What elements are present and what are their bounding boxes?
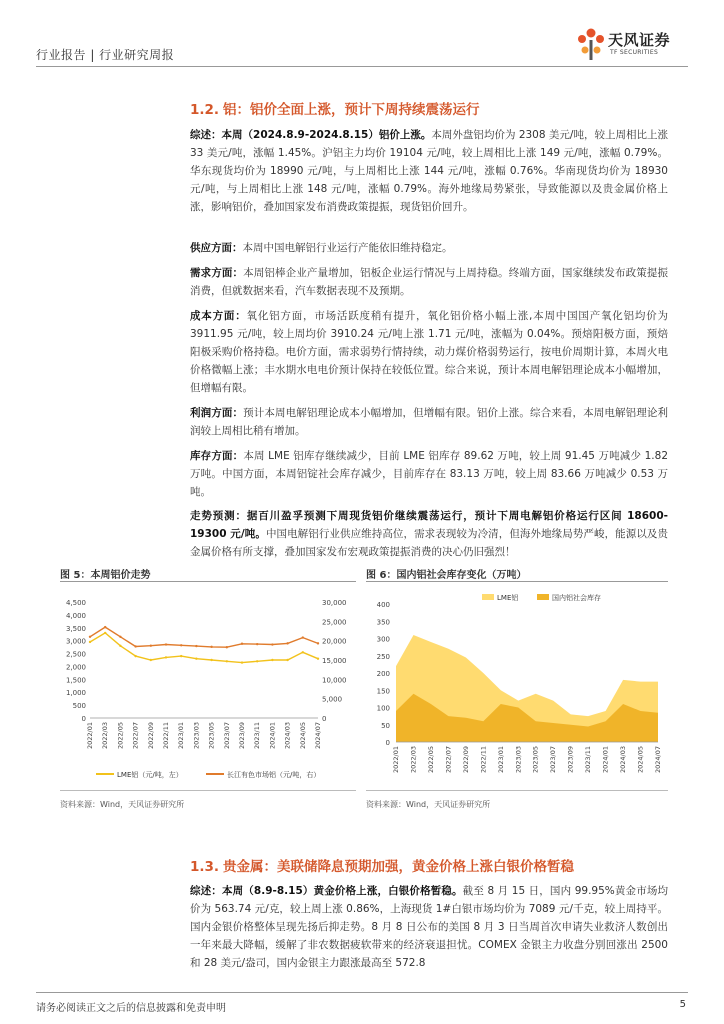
data-point [89, 641, 91, 643]
forecast-label: 走势预测：据百川盈孚预测下周现货铝价继续震荡运行，预计下周电解铝价格运行区间 18600-19300 元/吨。 [190, 510, 668, 540]
y-right-tick-label: 25,000 [322, 618, 347, 627]
figure5-title: 图 5：本周铝价走势 [60, 570, 151, 581]
y-right-tick-label: 10,000 [322, 676, 347, 685]
x-tick-label: 2022/05 [116, 722, 125, 750]
summary-label: 综述：本周（8.9-8.15）黄金价格上涨，白银价格暂稳。 [190, 885, 463, 897]
data-point [210, 646, 212, 648]
x-tick-label: 2022/05 [426, 746, 435, 774]
section-heading-aluminum [190, 98, 480, 118]
figure5-bottom-rule [60, 790, 356, 791]
supply-paragraph [190, 239, 668, 257]
x-tick-label: 2024/01 [268, 722, 277, 750]
data-point [150, 659, 152, 661]
data-point [271, 643, 273, 645]
data-point [104, 632, 106, 634]
page-number: 5 [679, 999, 686, 1010]
demand-paragraph [190, 264, 668, 300]
y-left-tick-label: 3,000 [65, 637, 86, 646]
section-title: 铝：铝价全面上涨，预计下周持续震荡运行 [223, 102, 480, 118]
data-point [119, 645, 121, 647]
summary-label: 综述：本周（2024.8.9-2024.8.15）铝价上涨。 [190, 129, 432, 141]
data-point [271, 659, 273, 661]
x-tick-label: 2023/01 [496, 746, 505, 774]
y-tick-label: 300 [376, 635, 390, 644]
x-tick-label: 2023/09 [566, 746, 575, 774]
x-tick-label: 2023/09 [238, 722, 246, 750]
x-tick-label: 2022/07 [444, 746, 453, 774]
data-point [256, 643, 258, 645]
x-tick-label: 2023/03 [192, 722, 201, 750]
supply-label: 供应方面： [190, 242, 243, 254]
data-point [180, 644, 182, 646]
summary-body: 截至 8 月 15 日，国内 99.95%黄金市场均价为 563.74 元/克，较上周上涨 0.86%，上海现货 1#白银市场均价为 7089 元/千克，较上周持平。国内金银价格整体呈现先扬后抑走势。8 月 8 日公布的美国 8 月 3 日当周首次申请失业救济人数创出一年来最大降幅，缓解了非农数据疲软带来的经济衰退担忧。COMEX 金银主力收盘分别回涨出 2500 和 28 美元/盎司，国内金银主力跟涨最高至 572.8 [190, 885, 668, 969]
y-left-tick-label: 0 [81, 715, 86, 723]
y-tick-label: 150 [376, 687, 390, 696]
data-point [226, 660, 228, 662]
legend-swatch-lme [482, 594, 494, 600]
y-left-tick-label: 1,500 [65, 676, 86, 685]
section-title: 贵金属：美联储降息预期加强，黄金价格上涨白银价格暂稳 [223, 859, 575, 875]
y-left-tick-label: 4,000 [65, 611, 86, 620]
section-number: 1.2. [190, 102, 220, 118]
x-tick-label: 2022/01 [86, 722, 94, 750]
figure5-source: 资料来源：Wind，天风证券研究所 [60, 800, 185, 809]
x-tick-label: 2024/05 [636, 746, 645, 774]
logo-english-text: TF SECURITIES [610, 49, 659, 56]
y-tick-label: 100 [376, 704, 390, 713]
demand-body: 本周铝棒企业产量增加，铝板企业运行情况与上周持稳。终端方面，国家继续发布政策提振消费，但就数据来看，汽车数据表现不及预期。 [190, 267, 668, 297]
y-tick-label: 400 [376, 601, 390, 609]
y-tick-label: 250 [376, 652, 390, 661]
section-heading-precious-metals [190, 855, 574, 875]
data-point [256, 660, 258, 662]
figure6-source: 资料来源：Wind，天风证券研究所 [366, 800, 491, 809]
y-tick-label: 50 [381, 721, 390, 730]
data-point [286, 659, 288, 661]
figure5-line-chart [56, 588, 356, 786]
y-left-tick-label: 500 [72, 702, 86, 711]
summary-body: 本周外盘铝均价为 2308 美元/吨，较上周相比上涨 33 美元/吨，涨幅 1.45%。沪铝主力均价 19104 元/吨，较上周相比上涨 149 元/吨，涨幅 0.79%。华东现货均价为 18990 元/吨，与上周相比上涨 144 元/吨，涨幅 0.76%。华南现货均价为 18930 元/吨，与上周相比上涨 148 元/吨，涨幅 0.79%。海外地缘局势紧张，导致能源以及贵金属价格上涨，影响铝价，叠加国家发布消费政策提振，现货铝价回升。 [190, 129, 669, 213]
x-tick-label: 2023/05 [207, 722, 216, 750]
y-left-tick-label: 3,500 [65, 624, 86, 633]
profit-paragraph [190, 404, 668, 440]
x-tick-label: 2023/01 [177, 722, 186, 750]
x-tick-label: 2022/09 [146, 722, 155, 750]
y-tick-label: 350 [376, 618, 390, 627]
data-point [165, 643, 167, 645]
forecast-paragraph [190, 507, 668, 561]
y-right-tick-label: 20,000 [322, 637, 347, 646]
x-tick-label: 2023/07 [222, 722, 231, 750]
data-point [134, 655, 136, 657]
x-tick-label: 2023/11 [584, 746, 593, 774]
x-tick-label: 2022/01 [392, 746, 400, 774]
logo-flower-icon [574, 26, 608, 62]
x-tick-label: 2022/03 [101, 722, 110, 750]
data-point [89, 636, 91, 638]
data-point [241, 643, 243, 645]
legend-label-lme: LME铝（元/吨，左） [117, 771, 183, 779]
data-point [302, 651, 304, 653]
data-point [317, 642, 319, 644]
x-tick-label: 2024/07 [314, 722, 322, 750]
x-tick-label: 2024/07 [654, 746, 662, 774]
report-type-title: 行业报告 | 行业研究周报 [36, 48, 175, 62]
x-tick-label: 2022/11 [479, 746, 488, 774]
inventory-paragraph [190, 447, 668, 501]
y-left-tick-label: 2,500 [65, 650, 86, 659]
cost-paragraph [190, 307, 668, 397]
aluminum-summary-paragraph [190, 126, 668, 216]
company-logo [574, 26, 684, 62]
cost-body: 氧化铝方面，市场活跃度稍有提升，氧化铝价格小幅上涨,本周中国国产氧化铝均价为 3911.95 元/吨，较上周均价 3910.24 元/吨上涨 1.71 元/吨，涨幅为 0.04%。预焙阳极方面，预焙阳极采购价格持稳。电价方面，需求弱势行情持续，动力煤价格弱势运行，按电价周期计算，本周火电价格微幅上涨；丰水期水电电价预计保持在较低位置。综合来说，预计本周电解铝理论成本小幅增加，但增幅有限。 [190, 310, 669, 394]
legend-swatch-domestic [537, 594, 549, 600]
logo-chinese-text: 天风证券 [608, 31, 671, 49]
data-point [195, 645, 197, 647]
x-tick-label: 2022/11 [162, 722, 170, 750]
series-line-lme-aluminum [90, 633, 318, 663]
data-point [104, 626, 106, 628]
y-right-tick-label: 5,000 [322, 695, 343, 704]
x-tick-label: 2023/03 [514, 746, 523, 774]
legend-label-changjiang: 长江有色市场铝（元/吨，右） [227, 771, 321, 779]
y-left-tick-label: 1,000 [65, 689, 86, 698]
figure6-top-rule [366, 581, 668, 582]
x-tick-label: 2023/07 [549, 746, 558, 774]
x-tick-label: 2024/03 [283, 722, 292, 750]
data-point [150, 644, 152, 646]
x-tick-label: 2024/01 [601, 746, 610, 774]
figure6-title: 图 6：国内铝社会库存变化（万吨） [366, 570, 527, 581]
forecast-body: 中国电解铝行业供应维持高位，需求表现较为冷清，但海外地缘局势严峻，能源以及贵金属价格有所支撑，叠加国家发布宏观政策提振消费的决心仍旧强烈！ [190, 528, 668, 558]
header-divider [36, 66, 688, 67]
data-point [165, 656, 167, 658]
data-point [210, 659, 212, 661]
figure6-area-chart [362, 588, 668, 786]
cost-label: 成本方面： [190, 310, 247, 322]
data-point [195, 658, 197, 660]
supply-body: 本周中国电解铝行业运行产能依旧维持稳定。 [242, 242, 453, 254]
section-number: 1.3. [190, 859, 220, 875]
y-left-tick-label: 2,000 [65, 663, 86, 672]
figure6-bottom-rule [366, 790, 668, 791]
y-right-tick-label: 0 [322, 715, 327, 723]
inventory-body: 本周 LME 铝库存继续减少，目前 LME 铝库存 89.62 万吨，较上周 91.45 万吨减少 1.82 万吨。中国方面，本周铝锭社会库存减少，目前库存在 83.13 万吨，较上周 83.66 万吨减少 0.53 万吨。 [190, 450, 669, 498]
y-tick-label: 200 [376, 670, 390, 678]
y-right-tick-label: 30,000 [322, 599, 347, 607]
precious-summary-paragraph [190, 882, 668, 972]
disclaimer-note: 请务必阅读正文之后的信息披露和免责申明 [36, 1003, 226, 1014]
data-point [119, 636, 121, 638]
footer-divider [36, 992, 688, 993]
inventory-label: 库存方面： [190, 450, 244, 462]
demand-label: 需求方面： [190, 267, 244, 279]
data-point [317, 658, 319, 660]
y-left-tick-label: 4,500 [65, 599, 86, 607]
x-tick-label: 2023/11 [253, 722, 262, 750]
series-line-changjiang-aluminum [90, 627, 318, 647]
x-tick-label: 2022/07 [131, 722, 140, 750]
data-point [134, 645, 136, 647]
data-point [286, 642, 288, 644]
x-tick-label: 2024/03 [619, 746, 628, 774]
figure5-top-rule [60, 581, 356, 582]
y-right-tick-label: 15,000 [322, 657, 347, 665]
x-tick-label: 2024/05 [298, 722, 307, 750]
legend-label-domestic: 国内铝社会库存 [552, 594, 601, 602]
profit-label: 利润方面： [190, 407, 244, 419]
legend-label-lme: LME铝 [497, 594, 519, 602]
x-tick-label: 2022/09 [461, 746, 470, 774]
data-point [226, 646, 228, 648]
y-tick-label: 0 [385, 739, 390, 747]
x-tick-label: 2023/05 [531, 746, 540, 774]
profit-body: 预计本周电解铝理论成本小幅增加，但增幅有限。铝价上涨。综合来看，本周电解铝理论利润较上周相比稍有增加。 [190, 407, 668, 437]
data-point [302, 636, 304, 638]
x-tick-label: 2022/03 [409, 746, 418, 774]
data-point [180, 655, 182, 657]
data-point [241, 661, 243, 663]
